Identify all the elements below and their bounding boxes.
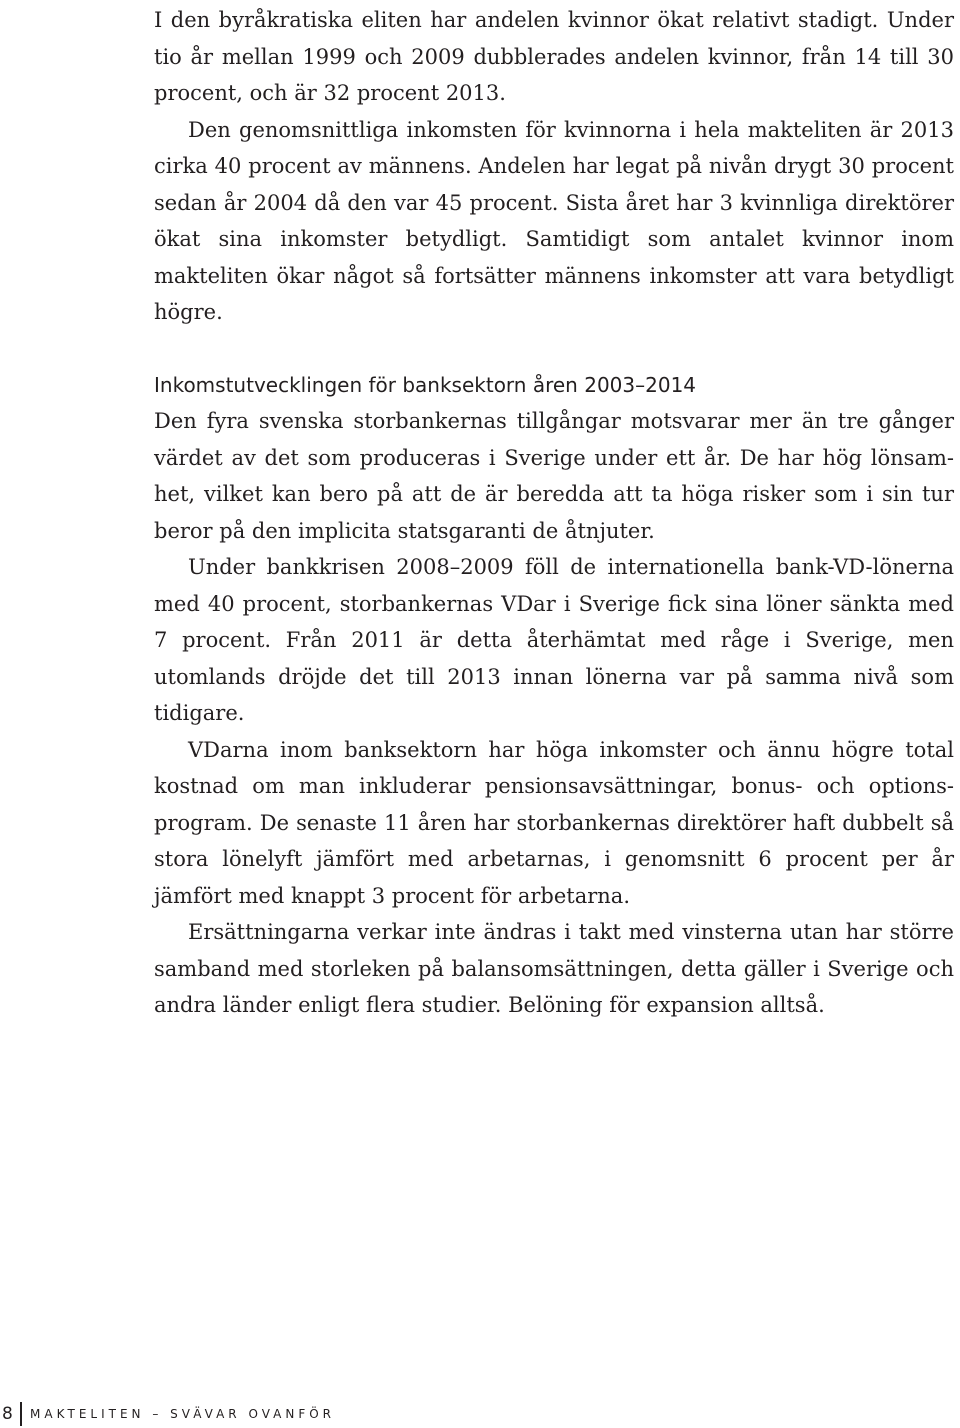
- page-number: 8: [2, 1404, 13, 1424]
- paragraph: I den byråkratiska eliten har andelen kvinnor ökat relativt stadigt. Under tio år mellan 1999 och 2009 dubblerades andelen kvinnor, från 14 till 30 procent, och är 32 procent 2013.: [154, 8, 954, 105]
- paragraph: VDarna inom banksektorn har höga inkomster och ännu högre total kostnad om man inkluderar pensionsavsättningar, bonus- och optionsprogram. De senaste 11 åren har storbankernas direktörer haft dubbelt så stora lönelyft jämfört med arbetarnas, i genomsnitt 6 procent per år jämfört med knappt 3 procent för arbetarna.: [154, 737, 954, 908]
- page-content: [154, 0, 954, 1024]
- section-heading: Inkomstutvecklingen för banksektorn åren 2003–2014: [154, 372, 697, 397]
- running-title: MAKTELITEN – SVÄVAR OVANFÖR: [30, 1407, 336, 1421]
- paragraph: Ersättningarna verkar inte ändras i takt med vinsterna utan har större samband med storleken på balansomsättningen, detta gäller i Sverige och andra länder enligt flera studier. Belöning för expansion alltså.: [154, 920, 954, 1017]
- footer-divider: [20, 1402, 22, 1426]
- section-text: [154, 403, 954, 1024]
- paragraph: Den fyra svenska storbankernas tillgångar motsvarar mer än tre gånger värdet av det som produceras i Sverige under ett år. De har hög lönsamhet, vilket kan bero på att de är beredda att ta höga risker som i sin tur beror på den implicita statsgaranti de åtnjuter.: [154, 409, 954, 543]
- paragraph: Den genomsnittliga inkomsten för kvinnorna i hela makteliten är 2013 cirka 40 procent av männens. Andelen har legat på nivån drygt 30 procent sedan år 2004 då den var 45 procent. Sista året har 3 kvinnliga direktörer ökat sina inkomster betydligt. Samtidigt som antalet kvinnor inom makteliten ökar något så fortsätter männens inkomster att vara betydligt högre.: [154, 117, 954, 324]
- paragraph: Under bankkrisen 2008–2009 föll de internationella bank-VD-lönerna med 40 procent, storbankernas VDar i Sverige fick sina löner sänkta med 7 procent. Från 2011 är detta återhämtat med råge i Sverige, men utomlands dröjde det till 2013 innan lönerna var på samma nivå som tidigare.: [154, 555, 954, 725]
- page-footer: [0, 1400, 335, 1428]
- intro-text: [154, 0, 954, 331]
